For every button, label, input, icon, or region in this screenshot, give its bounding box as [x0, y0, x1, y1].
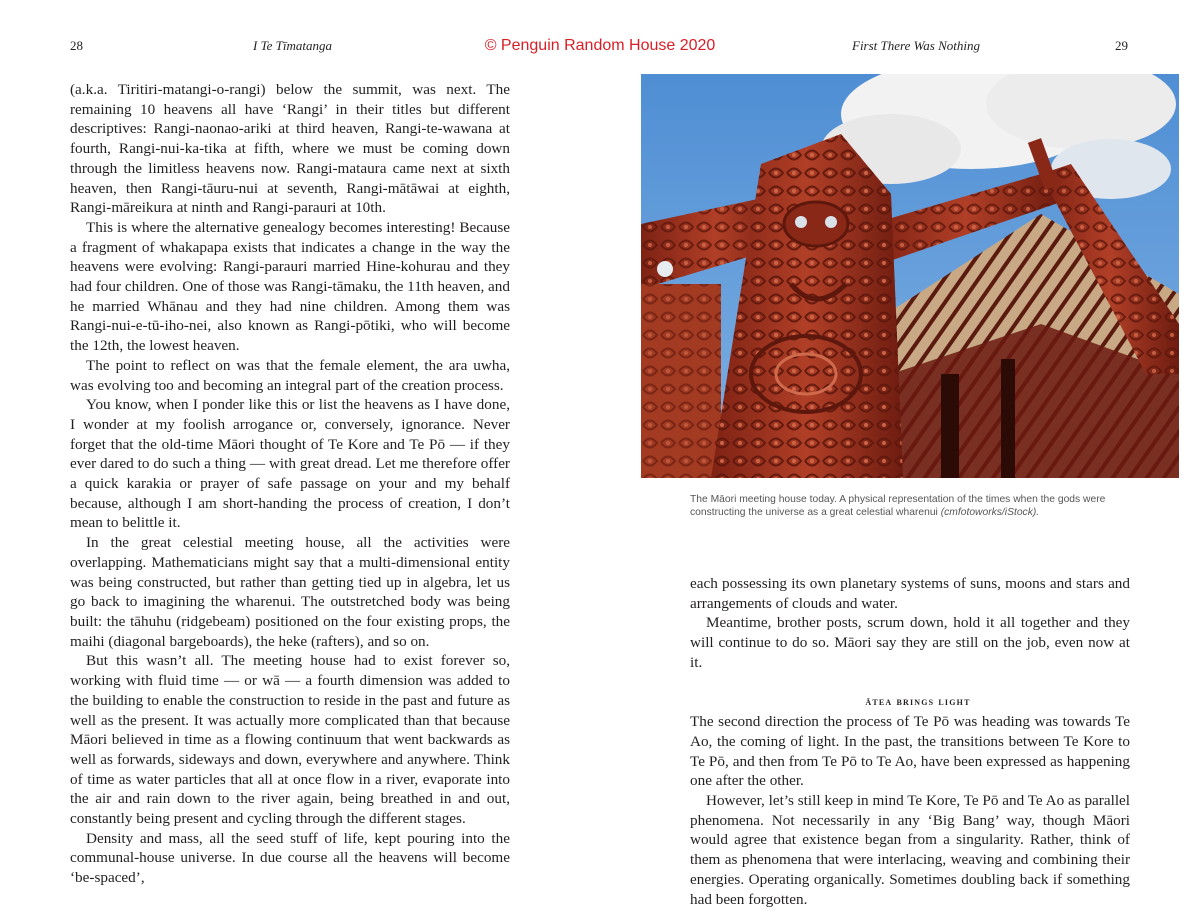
paragraph: Density and mass, all the seed stuff of life, kept pouring into the communal-house universe. In due course all the heavens will become ‘be-spaced’,	[70, 829, 510, 887]
left-page-text	[70, 80, 510, 888]
right-page-number: 29	[1115, 38, 1128, 53]
caption-text: The Māori meeting house today. A physical representation of the times when the gods were constructing the universe as a great celestial wharenui	[690, 494, 1106, 518]
section-heading: ātea brings light	[865, 695, 971, 708]
photo-caption	[690, 493, 1130, 519]
left-page-number: 28	[70, 38, 83, 53]
paragraph: In the great celestial meeting house, all the activities were overlapping. Mathematicians might say that a multi-dimensional entity was being constructed, but rather than getting tied up in algebra, let us go back to imagining the wharenui. The outstretched body was being built: the tāhuhu (ridgebeam) positioned on the four existing props, the maihi (diagonal bargeboards), the heke (rafters), and so on.	[70, 534, 510, 650]
paragraph: Meantime, brother posts, scrum down, hold it all together and they will continue to do so. Māori say they are still on the job, even now at it.	[690, 614, 1130, 671]
paragraph: (a.k.a. Tiritiri-matangi-o-rangi) below the summit, was next. The remaining 10 heavens all have ‘Rangi’ in their titles but different descriptives: Rangi-naonao-ariki at third heaven, Rangi-te-wawana at fourth, Rangi-nui-ka-tika at fifth, where we must be coming down through the limitless heavens now. Rangi-mataura came next at sixth heaven, then Rangi-tāuru-nui at seventh, Rangi-mātāwai at eighth, Rangi-māreikura at ninth and Rangi-parauri at 10th.	[70, 81, 510, 217]
paragraph: You know, when I ponder like this or list the heavens as I have done, I wonder at my foolish arrogance or, conversely, ignorance. Never forget that the old-time Māori thought of Te Kore and Te Pō — if they ever dared to do such a thing — with great dread. Let me therefore offer a quick karakia or prayer of safe passage on your and my behalf because, although I am short-handing the process of creation, I don’t mean to belittle it.	[70, 396, 510, 532]
copyright-notice: © Penguin Random House 2020	[484, 37, 716, 54]
caption-credit: (cmfotoworks/iStock).	[940, 507, 1040, 518]
left-running-title: I Te Tīmatanga	[253, 38, 332, 53]
right-page-text	[690, 574, 1130, 909]
paragraph: This is where the alternative genealogy becomes interesting! Because a fragment of whakapapa exists that indicates a change in the way the heavens were evolving: Rangi-parauri married Hine-kohurau and they had four children. One of those was Rangi-tāmaku, the 11th heaven, and he married Whānau and they had nine children. Among them was Rangi-nui-e-tū-iho-nei, also known as Rangi-pōtiki, who will become the 12th, the lowest heaven.	[70, 218, 510, 355]
right-running-title: First There Was Nothing	[852, 38, 980, 53]
paragraph: each possessing its own planetary systems of suns, moons and stars and arrangements of clouds and water.	[690, 575, 1130, 612]
meeting-house-photo	[641, 74, 1179, 478]
paragraph: The second direction the process of Te Pō was heading was towards Te Ao, the coming of light. In the past, the transitions between Te Kore to Te Pō, and then from Te Pō to Te Ao, have been expressed as happening one after the other.	[690, 713, 1130, 790]
paragraph: However, let’s still keep in mind Te Kore, Te Pō and Te Ao as parallel phenomena. Not necessarily in any ‘Big Bang’ way, though Māori would agree that existence began from a singularity. Rather, think of them as phenomena that were interlacing, weaving and combining their energies. Operating organically. Sometimes doubling back if something had been forgotten.	[690, 792, 1130, 908]
paragraph: But this wasn’t all. The meeting house had to exist forever so, working with fluid time — or wā — a fourth dimension was added to the building to enable the construction to reside in the past and future as well as the present. It was actually more complicated than that because Māori believed in time as a flowing continuum that went backwards as well as forwards, sideways and down, everywhere and anywhere. Think of time as water particles that all at once flow in a river, evaporate into the air and rain down to the river again, being breathed in and out, constantly being present and cycling through the different stages.	[70, 652, 510, 828]
paragraph: The point to reflect on was that the female element, the ara uwha, was evolving too and becoming an integral part of the creation process.	[70, 356, 510, 394]
